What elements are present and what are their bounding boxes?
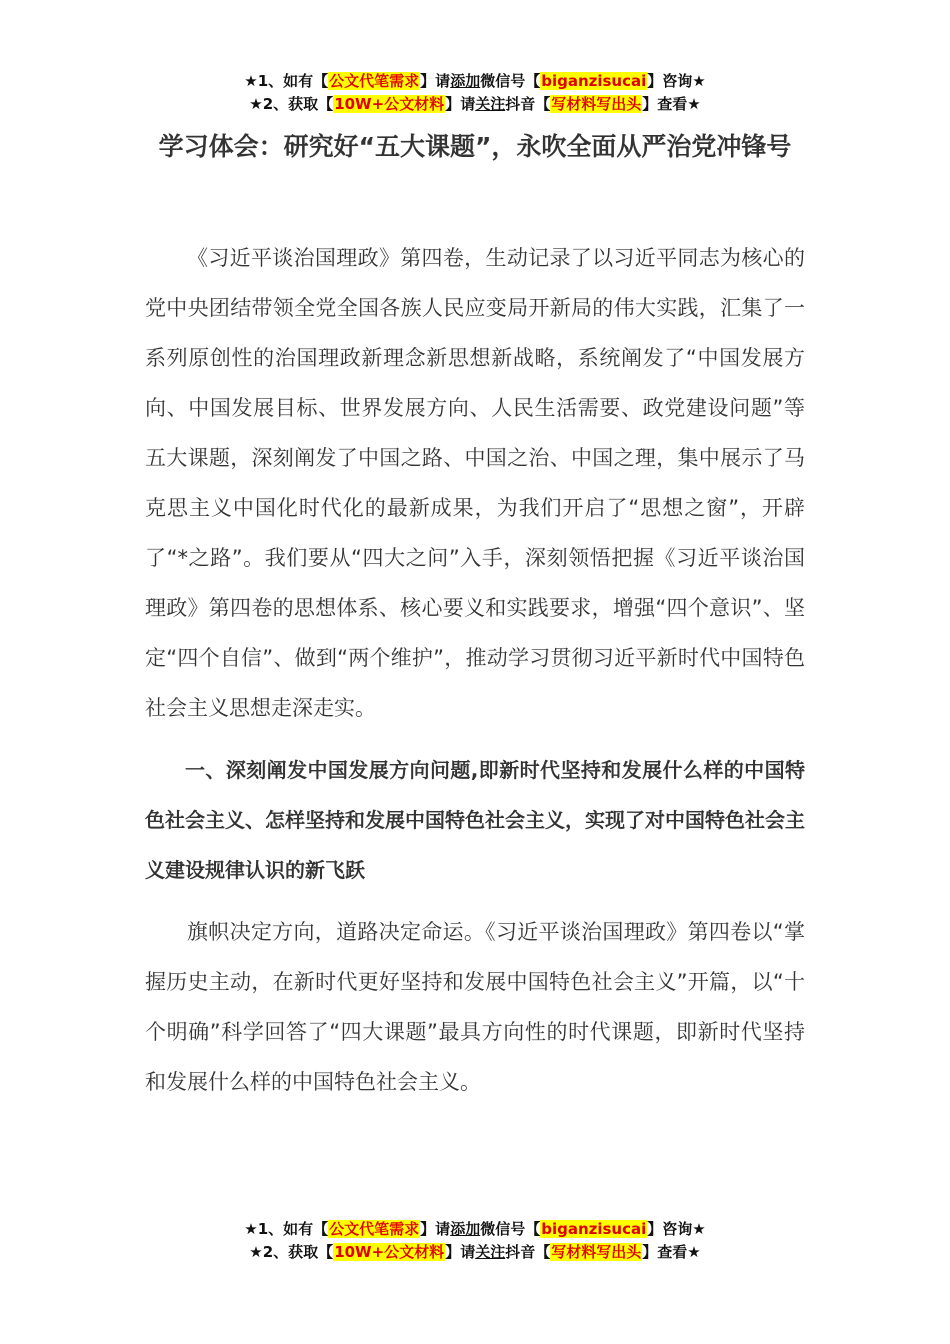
promo-text: ★1、如有【 bbox=[244, 1220, 329, 1238]
promo-text: 微信号【 bbox=[480, 72, 541, 90]
section-1-paragraph: 旗帜决定方向，道路决定命运。《习近平谈治国理政》第四卷以“掌握历史主动，在新时代更好坚持和发展中国特色社会主义”开篇，以“十个明确”科学回答了“四大课题”最具方向性的时代课题，即新时代坚持和发展什么样的中国特色社会主义。 bbox=[145, 920, 805, 1094]
promo-text: 】请 bbox=[420, 72, 451, 90]
promo-underline: 添加 bbox=[450, 72, 481, 90]
promo-text: 】请 bbox=[445, 95, 476, 113]
promo-highlight: biganzisucai bbox=[541, 72, 647, 90]
promo-highlight: 10W+公文材料 bbox=[334, 1243, 445, 1261]
promo-highlight: biganzisucai bbox=[541, 1220, 647, 1238]
document-body bbox=[145, 233, 805, 1107]
promo-text: ★2、获取【 bbox=[249, 1243, 334, 1261]
promo-footer bbox=[0, 1218, 950, 1264]
promo-line-2 bbox=[0, 93, 950, 116]
promo-text: 】咨询★ bbox=[647, 1220, 706, 1238]
promo-text: 】请 bbox=[445, 1243, 476, 1261]
promo-underline: 关注 bbox=[475, 95, 506, 113]
document-title: 学习体会：研究好“五大课题”，永吹全面从严治党冲锋号 bbox=[158, 132, 792, 161]
promo-highlight: 写材料写出头 bbox=[551, 95, 642, 113]
promo-text: 】查看★ bbox=[642, 1243, 701, 1261]
promo-line-1 bbox=[0, 70, 950, 93]
promo-text: 】查看★ bbox=[642, 95, 701, 113]
promo-underline: 关注 bbox=[475, 1243, 506, 1261]
promo-text: 抖音【 bbox=[505, 1243, 551, 1261]
promo-highlight: 公文代笔需求 bbox=[329, 72, 420, 90]
promo-highlight: 10W+公文材料 bbox=[334, 95, 445, 113]
promo-underline: 添加 bbox=[450, 1220, 481, 1238]
promo-highlight: 写材料写出头 bbox=[551, 1243, 642, 1261]
promo-header bbox=[0, 70, 950, 116]
promo-line-2 bbox=[0, 1241, 950, 1264]
intro-paragraph: 《习近平谈治国理政》第四卷，生动记录了以习近平同志为核心的党中央团结带领全党全国各族人民应变局开新局的伟大实践，汇集了一系列原创性的治国理政新理念新思想新战略，系统阐发了“中国发展方向、中国发展目标、世界发展方向、人民生活需要、政党建设问题”等五大课题，深刻阐发了中国之路、中国之治、中国之理，集中展示了马克思主义中国化时代化的最新成果，为我们开启了“思想之窗”，开辟了“*之路”。我们要从“四大之问”入手，深刻领悟把握《习近平谈治国理政》第四卷的思想体系、核心要义和实践要求，增强“四个意识”、坚定“四个自信”、做到“两个维护”，推动学习贯彻习近平新时代中国特色社会主义思想走深走实。 bbox=[145, 246, 805, 720]
promo-text: 】咨询★ bbox=[647, 72, 706, 90]
promo-text: 】请 bbox=[420, 1220, 451, 1238]
promo-text: ★2、获取【 bbox=[249, 95, 334, 113]
promo-text: 微信号【 bbox=[480, 1220, 541, 1238]
promo-line-1 bbox=[0, 1218, 950, 1241]
promo-text: 抖音【 bbox=[505, 95, 551, 113]
promo-text: ★1、如有【 bbox=[244, 72, 329, 90]
promo-highlight: 公文代笔需求 bbox=[329, 1220, 420, 1238]
section-heading-1: 一、深刻阐发中国发展方向问题,即新时代坚持和发展什么样的中国特色社会主义、怎样坚持和发展中国特色社会主义，实现了对中国特色社会主义建设规律认识的新飞跃 bbox=[145, 758, 805, 882]
